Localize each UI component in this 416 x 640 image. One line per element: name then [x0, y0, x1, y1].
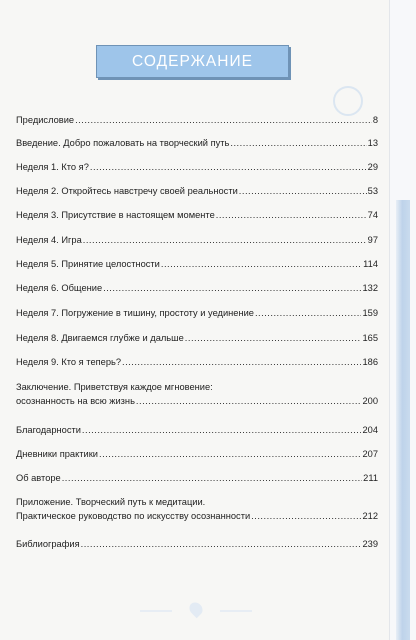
toc-leader-dots — [62, 471, 362, 485]
toc-page-number: 212 — [362, 511, 378, 521]
toc-entry — [16, 471, 378, 485]
toc-entry-title: Неделя 9. Кто я теперь? — [16, 357, 121, 367]
toc-entry — [16, 136, 378, 150]
toc-page-number: 186 — [362, 357, 378, 367]
toc-entry-title: Неделя 4. Игра — [16, 235, 82, 245]
toc-entry-title: Практическое руководство по искусству осознанности — [16, 511, 251, 521]
toc-entry-title: Неделя 6. Общение — [16, 283, 103, 293]
toc-page-number: 74 — [367, 210, 378, 220]
toc-entry-title: Неделя 1. Кто я? — [16, 162, 89, 172]
toc-leader-dots — [75, 113, 372, 127]
toc-page-number: 8 — [372, 115, 378, 125]
decorative-drop-icon — [187, 600, 205, 618]
toc-entry — [16, 331, 378, 345]
toc-leader-dots — [83, 233, 367, 247]
toc-entry-title: Библиография — [16, 539, 80, 549]
toc-page-number: 53 — [367, 186, 378, 196]
toc-entry-title: Неделя 7. Погружение в тишину, простоту и уединение — [16, 308, 254, 318]
toc-leader-dots — [239, 184, 367, 198]
decorative-dash — [140, 610, 172, 612]
toc-entry-title: Заключение. Приветствуя каждое мгновение: — [16, 382, 213, 392]
toc-leader-dots — [251, 509, 361, 523]
toc-leader-dots — [103, 281, 361, 295]
contents-header-banner — [96, 45, 289, 78]
toc-leader-dots — [81, 537, 362, 551]
toc-leader-dots — [122, 355, 361, 369]
toc-page-number: 97 — [367, 235, 378, 245]
toc-leader-dots — [230, 136, 366, 150]
toc-page-number: 207 — [362, 449, 378, 459]
toc-page-number: 132 — [362, 283, 378, 293]
toc-leader-dots — [185, 331, 362, 345]
toc-entry — [16, 160, 378, 174]
page-edge — [389, 0, 416, 640]
toc-entry-title: Приложение. Творческий путь к медитации. — [16, 497, 206, 507]
toc-page-number: 114 — [363, 259, 378, 269]
toc-page-number: 211 — [363, 473, 378, 483]
toc-entry — [16, 537, 378, 551]
toc-entry-title: Дневники практики — [16, 449, 98, 459]
toc-entry-title: Благодарности — [16, 425, 81, 435]
toc-page-number: 13 — [367, 138, 378, 148]
toc-leader-dots — [136, 394, 362, 408]
toc-entry-title: Неделя 3. Присутствие в настоящем моменте — [16, 210, 215, 220]
toc-entry — [16, 423, 378, 437]
toc-entry — [16, 257, 378, 271]
toc-page-number: 239 — [362, 539, 378, 549]
toc-leader-dots — [90, 160, 367, 174]
toc-entry — [16, 233, 378, 247]
blue-edge-stripe — [396, 200, 410, 640]
toc-page-number: 29 — [367, 162, 378, 172]
toc-entry-title: Введение. Добро пожаловать на творческий путь — [16, 138, 230, 148]
toc-page-number: 159 — [362, 308, 378, 318]
decorative-dash — [220, 610, 252, 612]
toc-entry — [16, 495, 378, 523]
toc-page-number: 165 — [362, 333, 378, 343]
contents-title: СОДЕРЖАНИЕ — [132, 52, 253, 70]
toc-entry — [16, 355, 378, 369]
toc-leader-dots — [255, 306, 362, 320]
toc-entry-title: Неделя 2. Откройтесь навстречу своей реальности — [16, 186, 238, 196]
toc-leader-dots — [216, 208, 367, 222]
toc-entry-title: Об авторе — [16, 473, 61, 483]
toc-entry-title: осознанность на всю жизнь — [16, 396, 135, 406]
toc-entry — [16, 208, 378, 222]
toc-entry — [16, 113, 378, 127]
toc-page-number: 200 — [362, 396, 378, 406]
toc-leader-dots — [161, 257, 362, 271]
toc-entry — [16, 447, 378, 461]
toc-entry — [16, 184, 378, 198]
toc-entry — [16, 306, 378, 320]
toc-page-number: 204 — [362, 425, 378, 435]
toc-entry-title: Неделя 8. Двигаемся глубже и дальше — [16, 333, 184, 343]
toc-entry-title: Неделя 5. Принятие целостности — [16, 259, 160, 269]
decorative-ring-icon — [333, 86, 363, 116]
toc-entry-title: Предисловие — [16, 115, 75, 125]
toc-entry — [16, 281, 378, 295]
toc-leader-dots — [99, 447, 362, 461]
toc-entry — [16, 380, 378, 408]
toc-leader-dots — [82, 423, 362, 437]
